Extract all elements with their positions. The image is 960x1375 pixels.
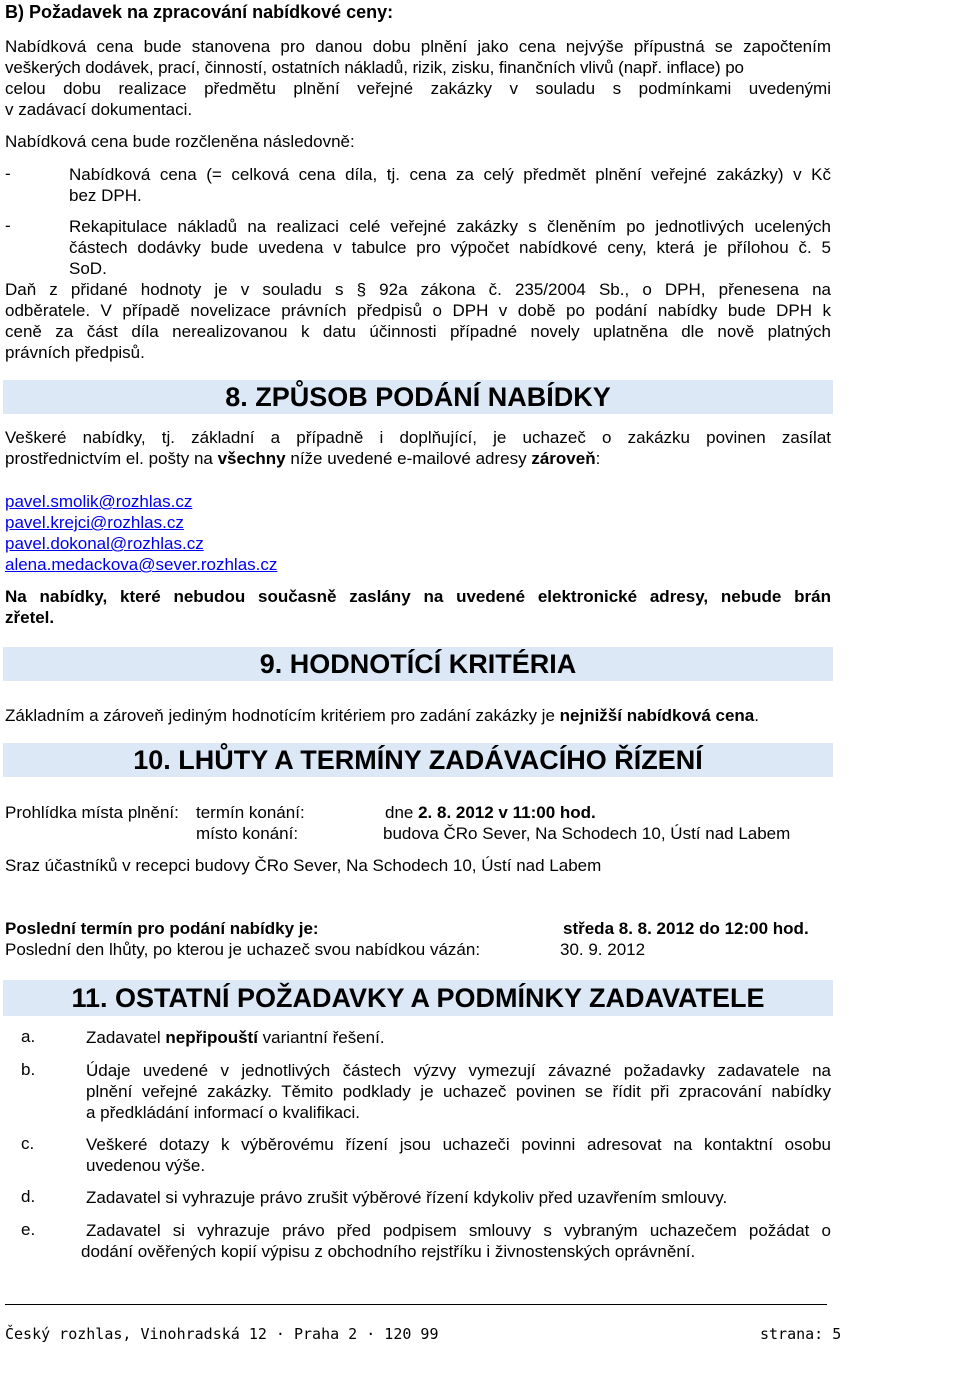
text-run: nejnižší nabídková cena xyxy=(559,706,755,725)
text-run: všechny xyxy=(217,449,286,468)
binding-label: Poslední den lhůty, po kterou je uchazeč svou nabídkou vázán: xyxy=(5,940,481,959)
place-value: budova ČRo Sever, Na Schodech 10, Ústí nad Labem xyxy=(383,824,791,843)
email-link[interactable]: pavel.krejci@rozhlas.cz xyxy=(5,513,184,532)
bullet-line: Nabídková cena (= celková cena díla, tj. cena za celý předmět plnění veřejné zakázky) v Kč xyxy=(69,165,831,184)
section-b-title: B) Požadavek na zpracování nabídkové ceny: xyxy=(5,2,394,22)
meeting-note: Sraz účastníků v recepci budovy ČRo Sever, Na Schodech 10, Ústí nad Labem xyxy=(5,856,602,875)
deadline-label: Poslední termín pro podání nabídky je: xyxy=(5,919,319,938)
deadline-value: středa 8. 8. 2012 do 12:00 hod. xyxy=(563,919,809,938)
email-link[interactable]: pavel.smolik@rozhlas.cz xyxy=(5,492,193,511)
email-link[interactable]: pavel.dokonal@rozhlas.cz xyxy=(5,534,204,553)
list-item-line: Zadavatel si vyhrazuje právo před podpisem smlouvy s vybraným uchazečem požádat o xyxy=(86,1221,831,1240)
bullet-line: SoD. xyxy=(69,259,107,278)
section-9-heading: 9. HODNOTÍCÍ KRITÉRIA xyxy=(259,649,577,679)
paragraph-line: Veškeré nabídky, tj. základní a případně i doplňující, je uchazeč o zakázku povinen zasílat xyxy=(5,428,831,447)
paragraph-line: právních předpisů. xyxy=(5,343,145,362)
paragraph-line: ceně za část díla nerealizovanou k datu účinnosti případné novely uplatněna dle nově platných xyxy=(5,322,831,341)
bullet-line: bez DPH. xyxy=(69,186,142,205)
text-run: variantní řešení. xyxy=(257,1028,385,1047)
text-run: Základním a zároveň jediným hodnotícím kritériem pro zadání zakázky je xyxy=(5,706,560,725)
paragraph-line: Daň z přidané hodnoty je v souladu s § 92a zákona č. 235/2004 Sb., o DPH, přenesena na xyxy=(5,280,831,299)
section-10-heading: 10. LHŮTY A TERMÍNY ZADÁVACÍHO ŘÍZENÍ xyxy=(133,745,703,775)
bullet-line: částech dodávky bude uvedena v tabulce pro výpočet nabídkové ceny, která je přílohou č. 5 xyxy=(69,238,831,257)
list-letter: e. xyxy=(21,1220,36,1239)
text-run: níže uvedené e-mailové adresy xyxy=(285,449,532,468)
binding-value: 30. 9. 2012 xyxy=(560,940,646,959)
place-label: místo konání: xyxy=(196,824,299,843)
bullet-line: Rekapitulace nákladů na realizaci celé veřejné zakázky s členěním po jednotlivých ucelených xyxy=(69,217,831,236)
section-8-heading: 8. ZPŮSOB PODÁNÍ NABÍDKY xyxy=(225,382,611,412)
list-item-line: Zadavatel si vyhrazuje právo zrušit výběrové řízení kdykoliv před uzavřením smlouvy. xyxy=(86,1188,728,1207)
list-item-line: Veškeré dotazy k výběrovému řízení jsou uchazeči povinni adresovat na kontaktní osobu xyxy=(86,1135,831,1154)
list-item-text xyxy=(86,1027,831,1049)
footer-divider xyxy=(5,1304,827,1305)
text-run: 2. 8. 2012 v 11:00 hod. xyxy=(418,803,596,822)
list-letter: c. xyxy=(21,1134,35,1153)
paragraph xyxy=(5,705,831,727)
footer-page-number: strana: 5 xyxy=(760,1325,842,1343)
paragraph-line: odběratele. V případě novelizace právních předpisů o DPH v době po podání nabídky bude DPH k xyxy=(5,301,831,320)
text-run: nepřipouští xyxy=(165,1028,258,1047)
text-run: : xyxy=(595,449,601,468)
list-letter: a. xyxy=(21,1027,36,1046)
paragraph: Nabídková cena bude rozčleněna následovně: xyxy=(5,132,355,151)
list-item-line: a předkládání informací o kvalifikaci. xyxy=(86,1103,361,1122)
text-run: . xyxy=(754,706,759,725)
list-item-line: dodání ověřených kopií výpisu z obchodního rejstříku i živnostenských oprávnění. xyxy=(81,1242,696,1261)
list-item-line: Údaje uvedené v jednotlivých částech výzvy vymezují závazné požadavky zadavatele na xyxy=(86,1061,831,1080)
term-label: termín konání: xyxy=(196,803,305,822)
inspection-label: Prohlídka místa plnění: xyxy=(5,803,179,822)
section-11-heading: 11. OSTATNÍ POŽADAVKY A PODMÍNKY ZADAVATELE xyxy=(71,983,765,1013)
bullet-dash: - xyxy=(5,164,11,183)
paragraph-line xyxy=(5,448,831,470)
text-run: zároveň xyxy=(531,449,596,468)
paragraph-line: v zadávací dokumentaci. xyxy=(5,100,193,119)
list-item-line: uvedenou výše. xyxy=(86,1156,206,1175)
warning-line: Na nabídky, které nebudou současně zaslány na uvedené elektronické adresy, nebude brán xyxy=(5,587,831,606)
list-item-line: plnění veřejné zakázky. Těmito podklady je uchazeč povinen se řídit při zpracování nabídky xyxy=(86,1082,831,1101)
term-value xyxy=(385,803,596,823)
list-letter: d. xyxy=(21,1187,36,1206)
list-letter: b. xyxy=(21,1060,36,1079)
paragraph-line: veškerých dodávek, prací, činností, ostatních nákladů, rizik, zisku, finančních vlivů (např. inflace) po xyxy=(5,58,744,77)
paragraph-line: Nabídková cena bude stanovena pro danou dobu plnění jako cena nejvýše přípustná se započtením xyxy=(5,37,831,56)
text-run: prostřednictvím el. pošty na xyxy=(5,449,218,468)
email-link[interactable]: alena.medackova@sever.rozhlas.cz xyxy=(5,555,278,574)
bullet-dash: - xyxy=(5,216,11,235)
warning-line: zřetel. xyxy=(5,608,55,627)
paragraph-line: celou dobu realizace předmětu plnění veřejné zakázky v souladu s podmínkami uvedenými xyxy=(5,79,831,98)
text-run: dne xyxy=(385,803,419,822)
footer-address: Český rozhlas, Vinohradská 12 · Praha 2 · 120 99 xyxy=(5,1325,439,1343)
text-run: Zadavatel xyxy=(86,1028,166,1047)
